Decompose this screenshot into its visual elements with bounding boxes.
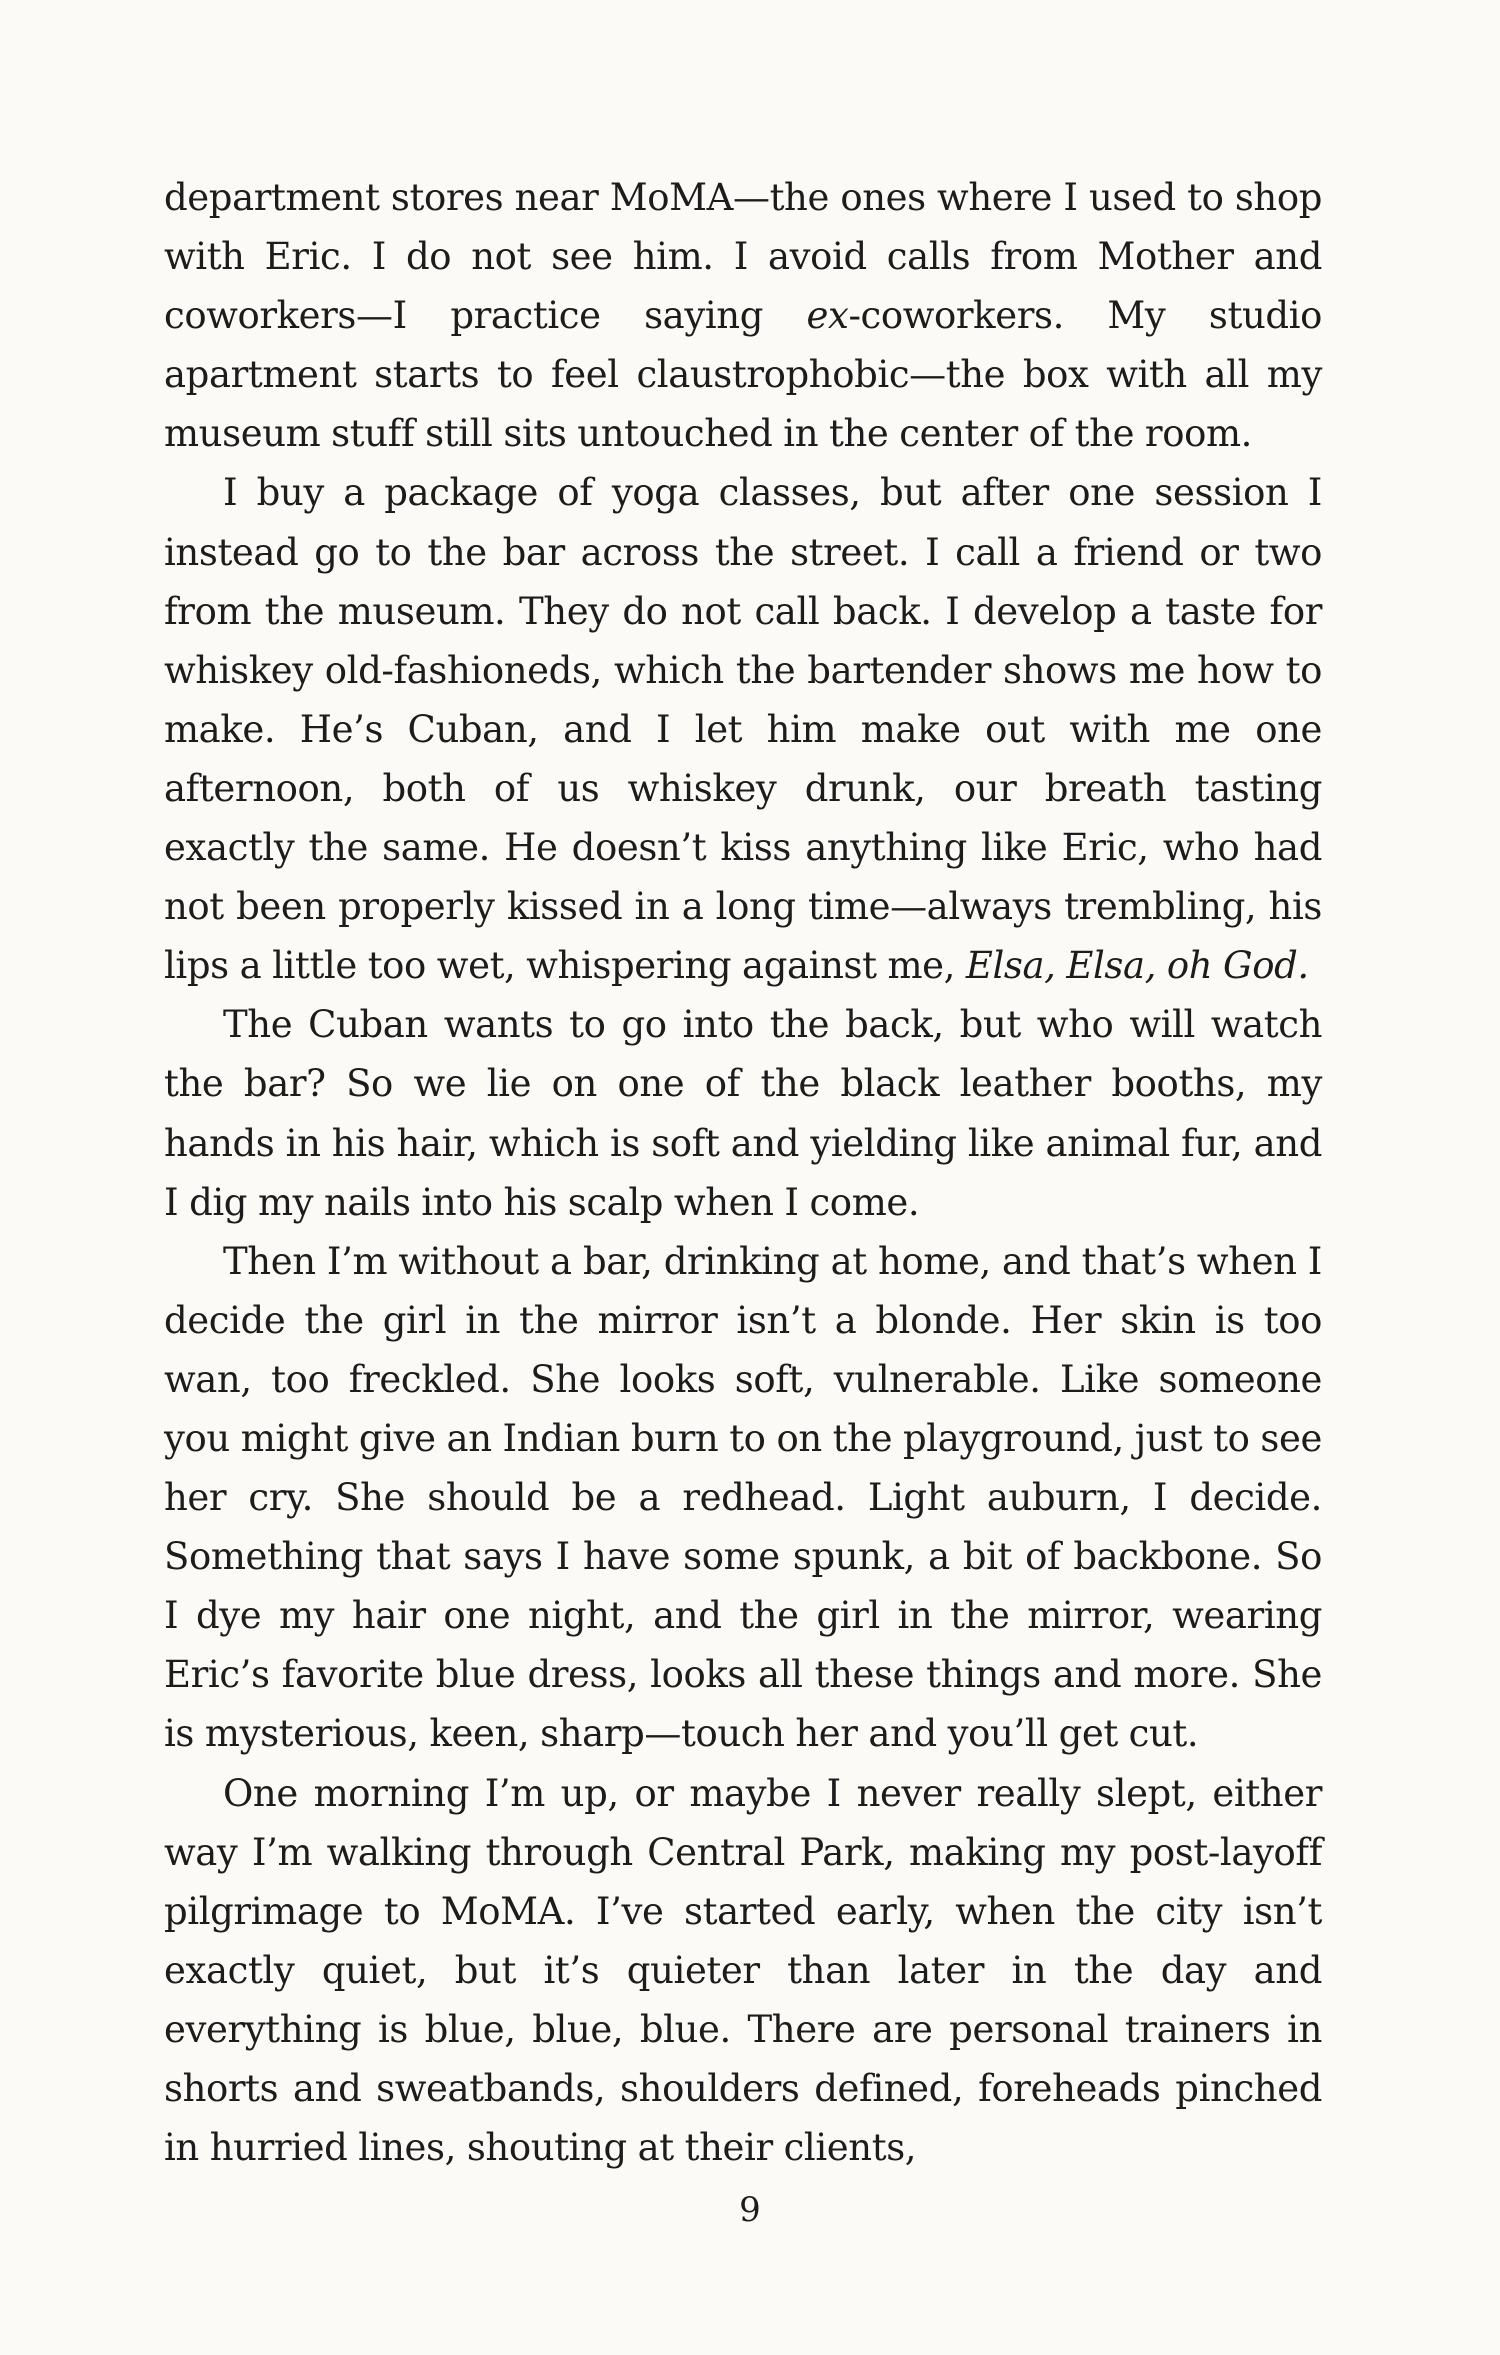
- page-number: 9: [739, 2190, 761, 2230]
- text-run: department stores near MoMA—the ones where I used to shop with Eric. I do not see him. I avoid calls from Mother and coworkers—I practice saying: [164, 176, 1322, 338]
- text-run: -coworkers. My studio apartment starts to feel claustrophobic—the box with all my museum stuff still sits untouched in the center of the room.: [164, 294, 1322, 456]
- text-run: Then I’m without a bar, drinking at home, and that’s when I decide the girl in the mirror isn’t a blonde. Her skin is too wan, too freckled. She looks soft, vulnerable. Like someone you might give an Indian burn to on the playground, just to see her cry. She should be a redhead. Light auburn, I decide. Something that says I have some spunk, a bit of backbone. So I dye my hair one night, and the girl in the mirror, wearing Eric’s favorite blue dress, looks all these things and more. She is mysterious, keen, sharp—touch her and you’ll get cut.: [164, 1239, 1322, 1756]
- paragraph-2: [164, 463, 1322, 995]
- italic-text-run: ex: [806, 294, 849, 338]
- italic-text-run: Elsa, Elsa, oh God.: [965, 944, 1309, 988]
- text-run: One morning I’m up, or maybe I never really slept, either way I’m walking through Central Park, making my post-layoff pilgrimage to MoMA. I’ve started early, when the city isn’t exactly quiet, but it’s quieter than later in the day and everything is blue, blue, blue. There are personal trainers in shorts and sweatbands, shoulders defined, foreheads pinched in hurried lines, shouting at their clients,: [164, 1771, 1322, 2170]
- text-run: I buy a package of yoga classes, but after one session I instead go to the bar across the street. I call a friend or two from the museum. They do not call back. I develop a taste for whiskey old-fashioneds, which the bartender shows me how to make. He’s Cuban, and I let him make out with me one afternoon, both of us whiskey drunk, our breath tasting exactly the same. He doesn’t kiss anything like Eric, who had not been properly kissed in a long time—always trembling, his lips a little too wet, whispering against me,: [164, 471, 1322, 988]
- paragraph-4: [164, 1232, 1322, 1764]
- paragraph-1: [164, 168, 1322, 463]
- body-text: [164, 168, 1322, 2177]
- paragraph-3: [164, 995, 1322, 1231]
- paragraph-5: [164, 1764, 1322, 2178]
- text-run: The Cuban wants to go into the back, but who will watch the bar? So we lie on one of the black leather booths, my hands in his hair, which is soft and yielding like animal fur, and I dig my nails into his scalp when I come.: [164, 1003, 1322, 1224]
